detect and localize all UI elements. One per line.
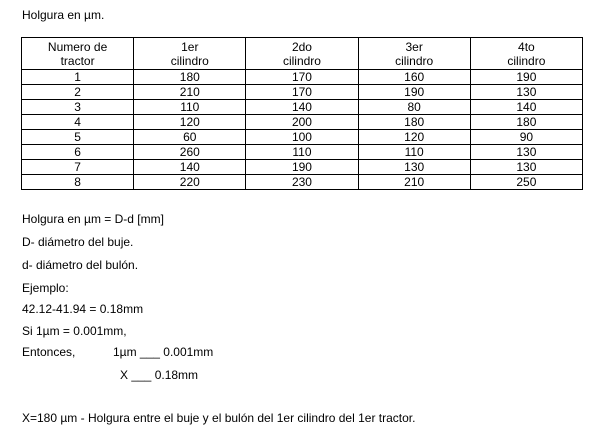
header-line: 3er: [405, 39, 423, 54]
table-cell: 7: [22, 160, 134, 175]
table-cell: 200: [246, 115, 358, 130]
header-tractor-number: [22, 38, 134, 70]
table-cell: 250: [470, 175, 582, 190]
table-cell: 210: [358, 175, 470, 190]
table-cell: 210: [134, 85, 246, 100]
header-line: 4to: [518, 39, 535, 54]
table-cell: 4: [22, 115, 134, 130]
table-cell: 110: [358, 145, 470, 160]
header-line: cilindro: [170, 53, 209, 68]
table-cell: 2: [22, 85, 134, 100]
table-cell: 180: [470, 115, 582, 130]
table-cell: 60: [134, 130, 246, 145]
table-cell: 6: [22, 145, 134, 160]
inner-diameter-definition: d- diámetro del bulón.: [22, 258, 139, 272]
table-row: [22, 130, 583, 145]
table-row: [22, 115, 583, 130]
table-cell: 190: [246, 160, 358, 175]
table-cell: 90: [470, 130, 582, 145]
table-row: [22, 85, 583, 100]
table-cell: 110: [246, 145, 358, 160]
header-line: 2do: [291, 39, 312, 54]
table-cell: 180: [134, 70, 246, 85]
table-cell: 120: [134, 115, 246, 130]
table-row: [22, 145, 583, 160]
table-cell: 180: [358, 115, 470, 130]
proportion-line-2: X ___ 0.18mm: [120, 368, 199, 382]
header-cylinder-4: [470, 38, 582, 70]
header-line: 1er: [181, 39, 199, 54]
header-line: cilindro: [507, 53, 546, 68]
table-cell: 80: [358, 100, 470, 115]
table-cell: 1: [22, 70, 134, 85]
table-cell: 170: [246, 70, 358, 85]
table-cell: 120: [358, 130, 470, 145]
table-cell: 5: [22, 130, 134, 145]
table-cell: 140: [246, 100, 358, 115]
table-cell: 160: [358, 70, 470, 85]
table-cell: 130: [470, 145, 582, 160]
table-cell: 220: [134, 175, 246, 190]
unit-conversion: Si 1µm = 0.001mm,: [22, 324, 127, 338]
header-cylinder-2: [246, 38, 358, 70]
conclusion-line: X=180 µm - Holgura entre el buje y el bulón del 1er cilindro del 1er tractor.: [22, 411, 416, 425]
table-cell: 110: [134, 100, 246, 115]
table-cell: 190: [470, 70, 582, 85]
table-cell: 3: [22, 100, 134, 115]
header-cylinder-3: [358, 38, 470, 70]
table-cell: 190: [358, 85, 470, 100]
table-cell: 8: [22, 175, 134, 190]
header-line: cilindro: [282, 53, 321, 68]
header-line: tractor: [60, 53, 95, 68]
then-label: Entonces,: [22, 345, 76, 359]
header-cylinder-1: [134, 38, 246, 70]
table-header-row: [22, 38, 583, 70]
page-title: Holgura en µm.: [22, 8, 105, 22]
clearance-table: [21, 37, 583, 190]
formula-line: Holgura en µm = D-d [mm]: [22, 212, 164, 226]
table-cell: 140: [134, 160, 246, 175]
outer-diameter-definition: D- diámetro del buje.: [22, 235, 134, 249]
table-cell: 140: [470, 100, 582, 115]
table-cell: 130: [470, 85, 582, 100]
table-row: [22, 70, 583, 85]
proportion-line-1: 1µm ___ 0.001mm: [113, 345, 214, 359]
table-cell: 100: [246, 130, 358, 145]
example-label: Ejemplo:: [22, 281, 69, 295]
table-row: [22, 160, 583, 175]
example-calculation: 42.12-41.94 = 0.18mm: [22, 302, 144, 316]
table-row: [22, 175, 583, 190]
table-cell: 230: [246, 175, 358, 190]
header-line: Numero de: [47, 39, 108, 54]
table-row: [22, 100, 583, 115]
table-cell: 130: [470, 160, 582, 175]
table-cell: 260: [134, 145, 246, 160]
header-line: cilindro: [395, 53, 434, 68]
table-cell: 130: [358, 160, 470, 175]
table-cell: 170: [246, 85, 358, 100]
